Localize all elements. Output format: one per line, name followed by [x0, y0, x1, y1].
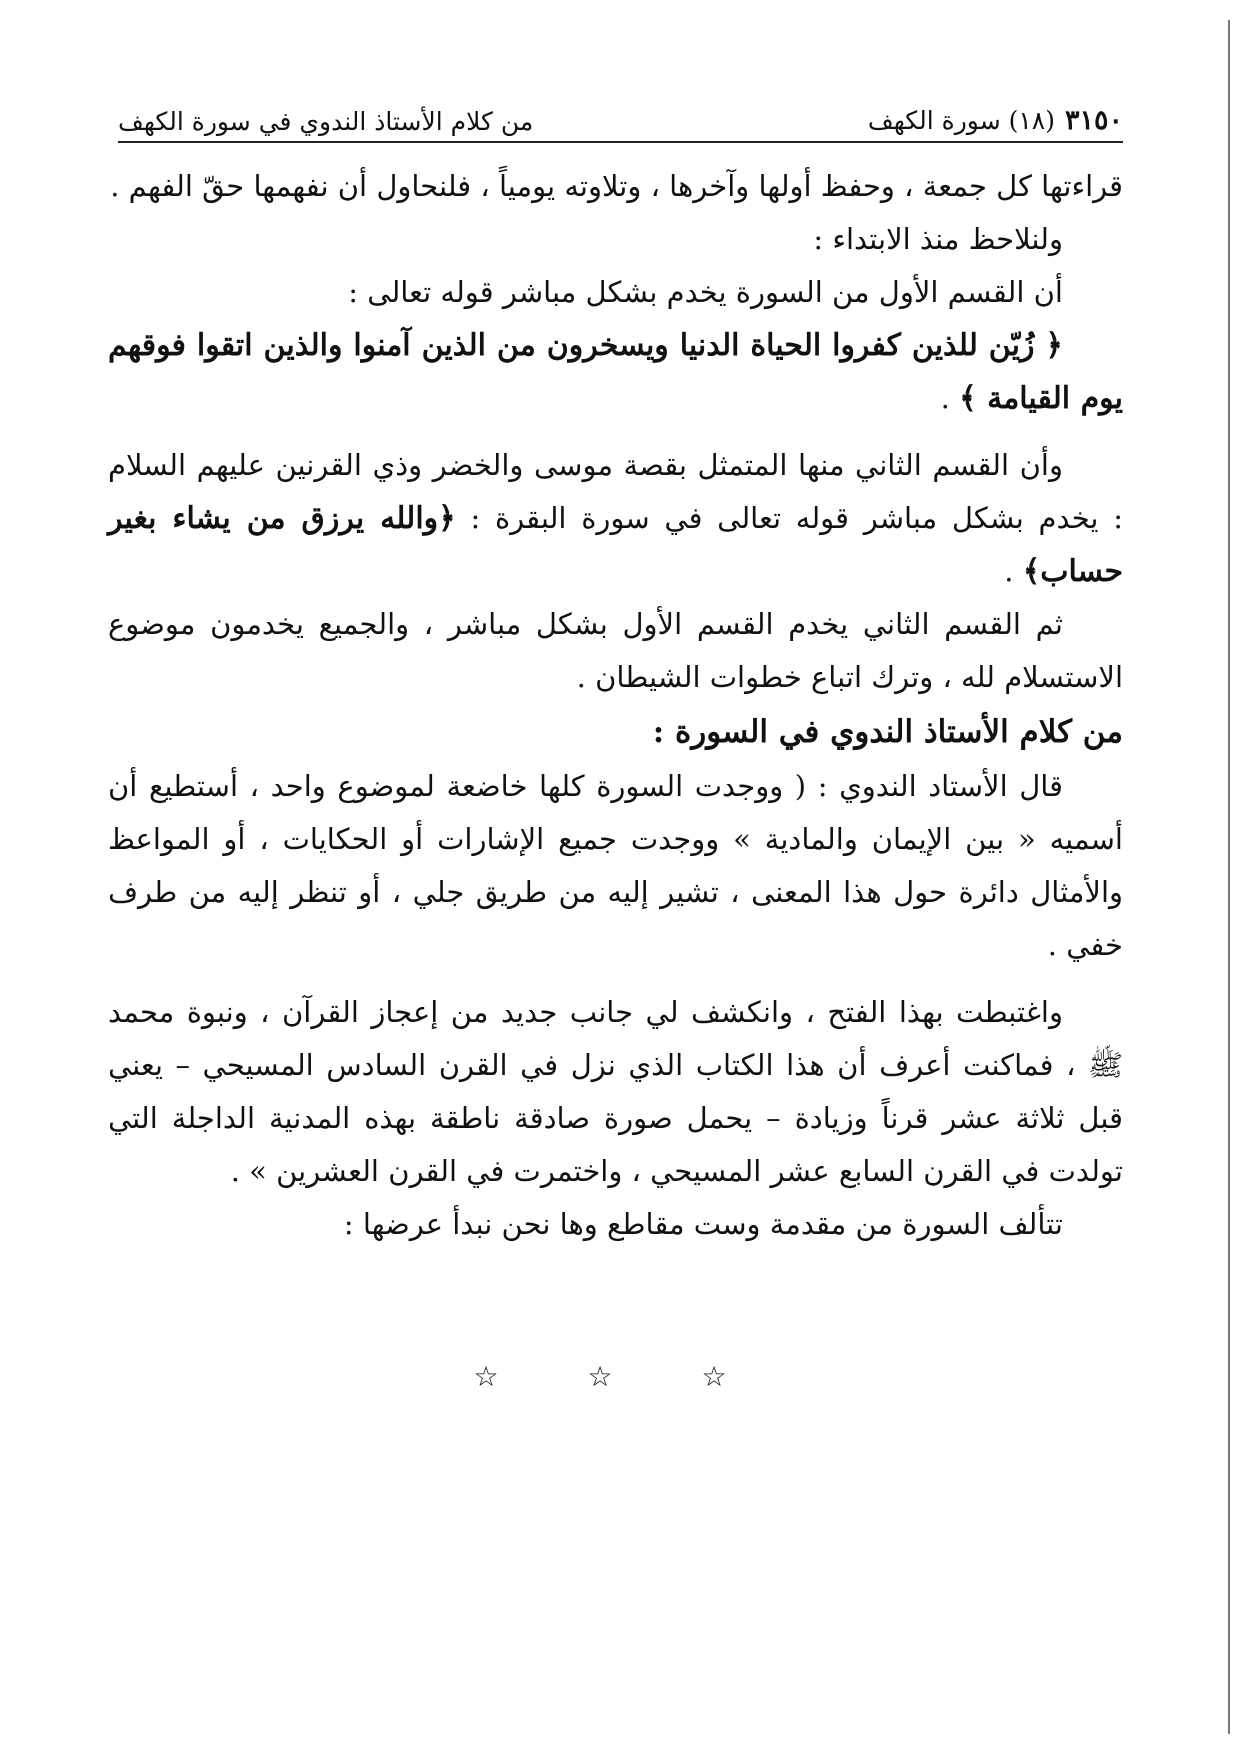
- paragraph-7: قال الأستاد الندوي : ( ووجدت السورة كلها خاضعة لموضوع واحد ، أستطيع أن أسميه « بين الإيمان والمادية » ووجدت جميع الإشارات أو الحكايات ، أو المواعظ والأمثال دائرة حول هذا المعنى ، تشير إليه من طريق جلي ، أو تنظر إليه من طرف خفي .: [108, 769, 1123, 962]
- page-edge-line: [1228, 20, 1230, 1734]
- surah-label: (١٨) سورة الكهف: [867, 106, 1055, 135]
- paragraph-4-end: .: [940, 381, 960, 415]
- header-rule: [118, 141, 1123, 143]
- running-header: [118, 88, 1123, 136]
- paragraph-3: أن القسم الأول من السورة يخدم بشكل مباشر قوله تعالى :: [348, 275, 1063, 309]
- section-separator-stars: ☆ ☆ ☆: [473, 1360, 767, 1393]
- paragraph-2: ولنلاحظ منذ الابتداء :: [813, 222, 1063, 256]
- paragraph-8: واغتبطت بهذا الفتح ، وانكشف لي جانب جديد من إعجاز القرآن ، ونبوة محمد ﷺ ، فماكنت أعرف أن هذا الكتاب الذي نزل في القرن السادس المسيحي – يعني قبل ثلاثة عشر قرناً وزيادة – يحمل صورة صادقة ناطقة بهذه المدنية الداجلة التي تولدت في القرن السابع عشر المسيحي ، واختمرت في القرن العشرين » .: [108, 995, 1123, 1188]
- paragraph-5-end: .: [1004, 554, 1023, 588]
- quran-verse-1: ﴿ زُيّن للذين كفروا الحياة الدنيا ويسخرون من الذين آمنوا والذين اتقوا فوقهم يوم القيامة ﴾: [108, 328, 1123, 416]
- paragraph-9: تتألف السورة من مقدمة وست مقاطع وها نحن نبدأ عرضها :: [343, 1207, 1063, 1241]
- section-heading: من كلام الأستاذ الندوي في السورة :: [652, 714, 1123, 750]
- paragraph-6: ثم القسم الثاني يخدم القسم الأول بشكل مباشر ، والجميع يخدمون موضوع الاستسلام لله ، وترك اتباع خطوات الشيطان .: [108, 607, 1123, 694]
- paragraph-4: [108, 319, 1123, 425]
- section-title: من كلام الأستاذ الندوي في سورة الكهف: [118, 107, 534, 136]
- paragraph-5: [108, 439, 1123, 598]
- page-number: ٣١٥٠: [1064, 105, 1123, 136]
- paragraph-5-text: وأن القسم الثاني منها المتمثل بقصة موسى والخضر وذي القرنين عليهم السلام : يخدم بشكل مباشر قوله تعالى في سورة البقرة :: [108, 448, 1123, 535]
- page-body: [108, 160, 1123, 1251]
- header-page-info: [868, 105, 1123, 136]
- quran-verse-2: ﴿والله يرزق من يشاء بغير حساب﴾: [108, 501, 1123, 589]
- paragraph-1: قراءتها كل جمعة ، وحفظ أولها وآخرها ، وتلاوته يومياً ، فلنحاول أن نفهمها حقّ الفهم .: [110, 169, 1123, 203]
